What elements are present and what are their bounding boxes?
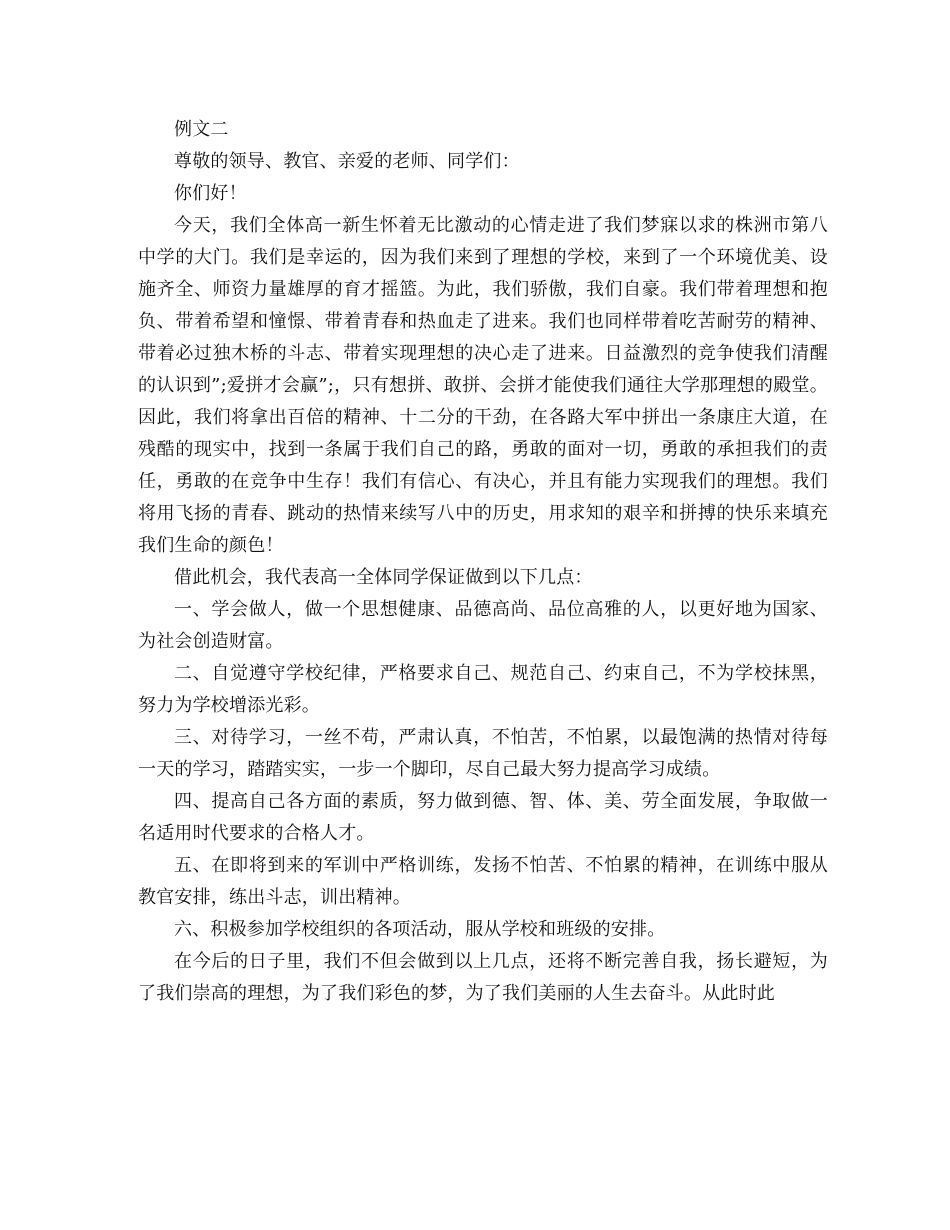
pledge-item-3: 三、对待学习，一丝不苟，严肃认真，不怕苦，不怕累，以最饱满的热情对待每一天的学习，踏踏实实，一步一个脚印，尽自己最大努力提高学习成绩。 — [138, 727, 828, 780]
body-paragraph-intro: 今天，我们全体高一新生怀着无比激动的心情走进了我们梦寐以求的株洲市第八中学的大门。我们是幸运的，因为我们来到了理想的学校，来到了一个环境优美、设施齐全、师资力量雄厚的育才摇篮。为此，我们骄傲，我们自豪。我们带着理想和抱负、带着希望和憧憬、带着青春和热血走了进来。我们也同样带着吃苦耐劳的精神、带着必过独木桥的斗志、带着实现理想的决心走了进来。日益激烈的竞争使我们清醒的认识到”;爱拼才会赢”;，只有想拼、敢拼、会拼才能使我们通往大学那理想的殿堂。因此，我们将拿出百倍的精神、十二分的干劲，在各路大军中拼出一条康庄大道，在残酷的现实中，找到一条属于我们自己的路，勇敢的面对一切，勇敢的承担我们的责任，勇敢的在竞争中生存！我们有信心、有决心，并且有能力实现我们的理想。我们将用飞扬的青春、跳动的热情来续写八中的历史，用求知的艰辛和拼搏的快乐来填充我们生命的颜色！ — [138, 215, 828, 556]
greeting: 你们好！ — [174, 183, 247, 204]
pledge-item-2: 二、自觉遵守学校纪律，严格要求自己、规范自己、约束自己，不为学校抹黑，努力为学校增添光彩。 — [138, 663, 828, 716]
pledge-item-1: 一、学会做人，做一个思想健康、品德高尚、品位高雅的人，以更好地为国家、为社会创造财富。 — [138, 599, 828, 652]
salutation: 尊敬的领导、教官、亲爱的老师、同学们： — [174, 151, 520, 172]
body-paragraph-closing: 在今后的日子里，我们不但会做到以上几点，还将不断完善自我，扬长避短，为了我们崇高的理想，为了我们彩色的梦，为了我们美丽的人生去奋斗。从此时此 — [138, 951, 828, 1004]
body-paragraph-pledge-intro: 借此机会，我代表高一全体同学保证做到以下几点： — [174, 567, 593, 588]
pledge-item-4: 四、提高自己各方面的素质，努力做到德、智、体、美、劳全面发展，争取做一名适用时代要求的合格人才。 — [138, 791, 828, 844]
pledge-item-6: 六、积极参加学校组织的各项活动，服从学校和班级的安排。 — [174, 919, 666, 940]
document-heading: 例文二 — [174, 119, 229, 140]
pledge-item-5: 五、在即将到来的军训中严格训练，发扬不怕苦、不怕累的精神，在训练中服从教官安排，练出斗志，训出精神。 — [138, 855, 828, 908]
document-page — [138, 114, 828, 1010]
